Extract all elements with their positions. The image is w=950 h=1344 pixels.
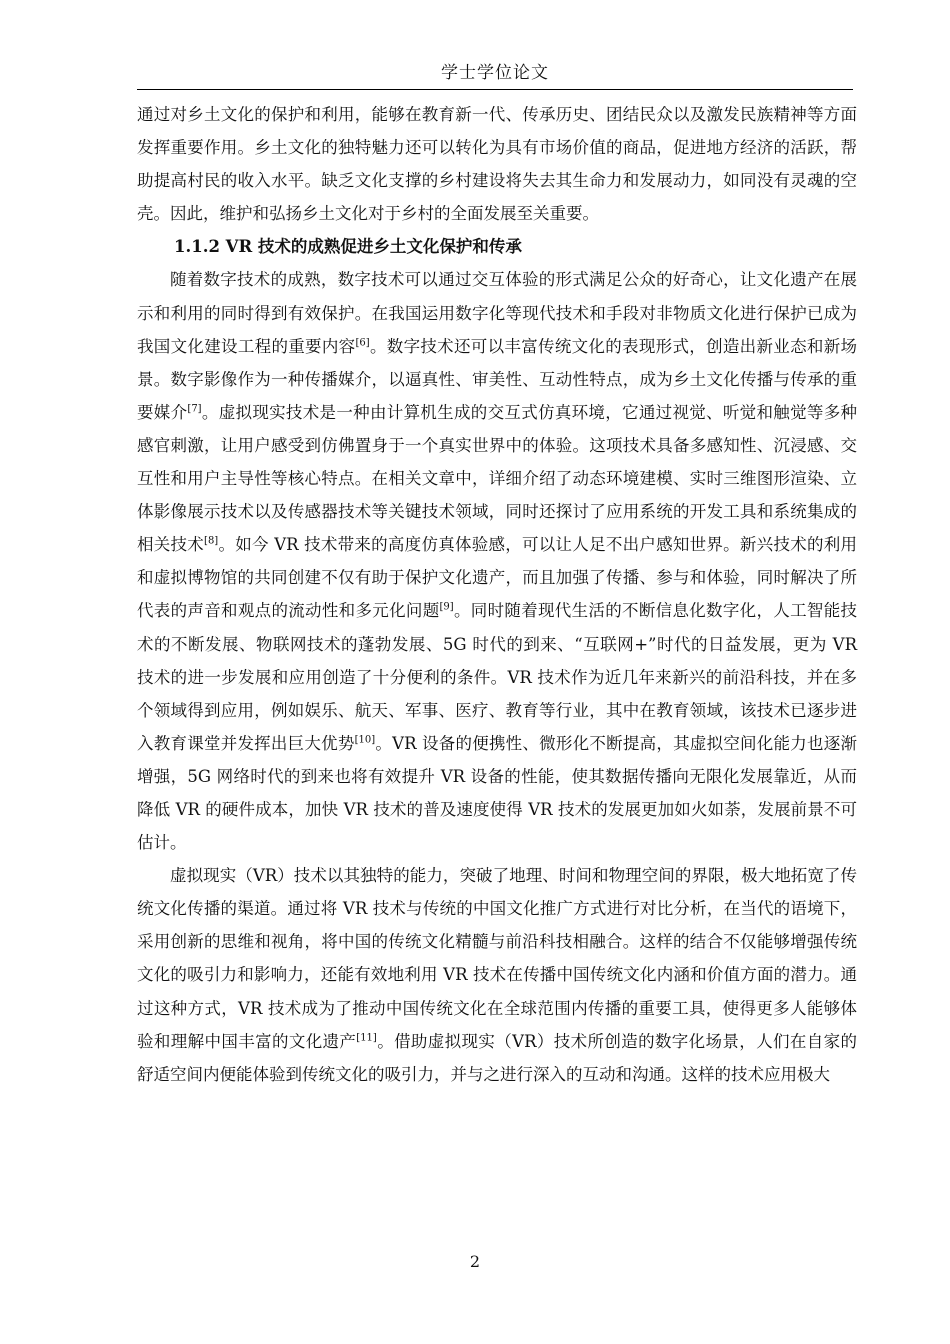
body-paragraph bbox=[137, 98, 857, 230]
citation-ref: [10] bbox=[354, 734, 376, 746]
paragraph-text: 1.1.2 VR 技术的成熟促进乡土文化保护和传承 bbox=[174, 237, 522, 257]
running-header: 学士学位论文 bbox=[441, 63, 549, 83]
citation-ref: [6] bbox=[355, 337, 370, 349]
paragraph-text: 随着数字技术的成熟，数字技术可以通过交互体验的形式满足公众的好奇心，让文化遗产在展示和利用的同时得到有效保护。在我国运用数字化等现代技术和手段对非物质文化进行保护已成为我国文化建设工程的重要内容 bbox=[137, 270, 857, 356]
paragraph-text: 。虚拟现实技术是一种由计算机生成的交互式仿真环境，它通过视觉、听觉和触觉等多种感官刺激，让用户感受到仿佛置身于一个真实世界中的体验。这项技术具备多感知性、沉浸感、交互性和用户主导性等核心特点。在相关文章中，详细介绍了动态环境建模、实时三维图形渲染、立体影像展示技术以及传感器技术等关键技术领域，同时还探讨了应用系统的开发工具和系统集成的相关技术 bbox=[137, 402, 858, 555]
document-body bbox=[137, 98, 857, 1091]
citation-ref: [9] bbox=[439, 601, 454, 613]
paragraph-text: 。同时随着现代生活的不断信息化数字化，人工智能技术的不断发展、物联网技术的蓬勃发展、5G 时代的到来、“互联网+”时代的日益发展，更为 VR 技术的进一步发展和应用创造了十分便利的条件。VR 技术作为近几年来新兴的前沿科技，并在多个领域得到应用，例如娱乐、航天、军事、医疗、教育等行业，其中在教育领域，该技术已逐步进入教育课堂并发挥出巨大优势 bbox=[137, 601, 858, 753]
citation-ref: [11] bbox=[356, 1032, 377, 1044]
paragraph-text: 虚拟现实（VR）技术以其独特的能力，突破了地理、时间和物理空间的界限，极大地拓宽了传统文化传播的渠道。通过将 VR 技术与传统的中国文化推广方式进行对比分析，在当代的语境下，采用创新的思维和视角，将中国的传统文化精髓与前沿科技相融合。这样的结合不仅能够增强传统文化的吸引力和影响力，还能有效地利用 VR 技术在传播中国传统文化内涵和价值方面的潜力。通过这种方式，VR 技术成为了推动中国传统文化在全球范围内传播的重要工具，使得更多人能够体验和理解中国丰富的文化遗产 bbox=[137, 866, 857, 1051]
paragraph-text: 。如今 VR 技术带来的高度仿真体验感，可以让人足不出户感知世界。新兴技术的利用和虚拟博物馆的共同创建不仅有助于保护文化遗产，而且加强了传播、参与和体验，同时解决了所代表的声音和观点的流动性和多元化问题 bbox=[137, 535, 857, 621]
paragraph-text: 。VR 设备的便携性、微形化不断提高，其虚拟空间化能力也逐渐增强，5G 网络时代的到来也将有效提升 VR 设备的性能，使其数据传播向无限化发展靠近，从而降低 VR 的硬件成本，加快 VR 技术的普及速度使得 VR 技术的发展更加如火如荼，发展前景不可估计。 bbox=[137, 733, 857, 853]
body-paragraph bbox=[137, 859, 857, 1091]
paragraph-text: 。数字技术还可以丰富传统文化的表现形式，创造出新业态和新场景。数字影像作为一种传播媒介，以逼真性、审美性、互动性特点，成为乡土文化传播与传承的重要媒介 bbox=[137, 336, 858, 422]
header-rule bbox=[137, 89, 853, 90]
citation-ref: [8] bbox=[204, 535, 219, 547]
paragraph-text: 通过对乡土文化的保护和利用，能够在教育新一代、传承历史、团结民众以及激发民族精神等方面发挥重要作用。乡土文化的独特魅力还可以转化为具有市场价值的商品，促进地方经济的活跃，帮助提高村民的收入水平。缺乏文化支撑的乡村建设将失去其生命力和发展动力，如同没有灵魂的空壳。因此，维护和弘扬乡土文化对于乡村的全面发展至关重要。 bbox=[137, 105, 857, 224]
body-paragraph bbox=[137, 263, 857, 859]
section-heading bbox=[137, 230, 857, 263]
paragraph-text: 。借助虚拟现实（VR）技术所创造的数字化场景，人们在自家的舒适空间内便能体验到传统文化的吸引力，并与之进行深入的互动和沟通。这样的技术应用极大 bbox=[137, 1031, 857, 1084]
citation-ref: [7] bbox=[187, 403, 202, 415]
page-number: 2 bbox=[469, 1252, 481, 1271]
